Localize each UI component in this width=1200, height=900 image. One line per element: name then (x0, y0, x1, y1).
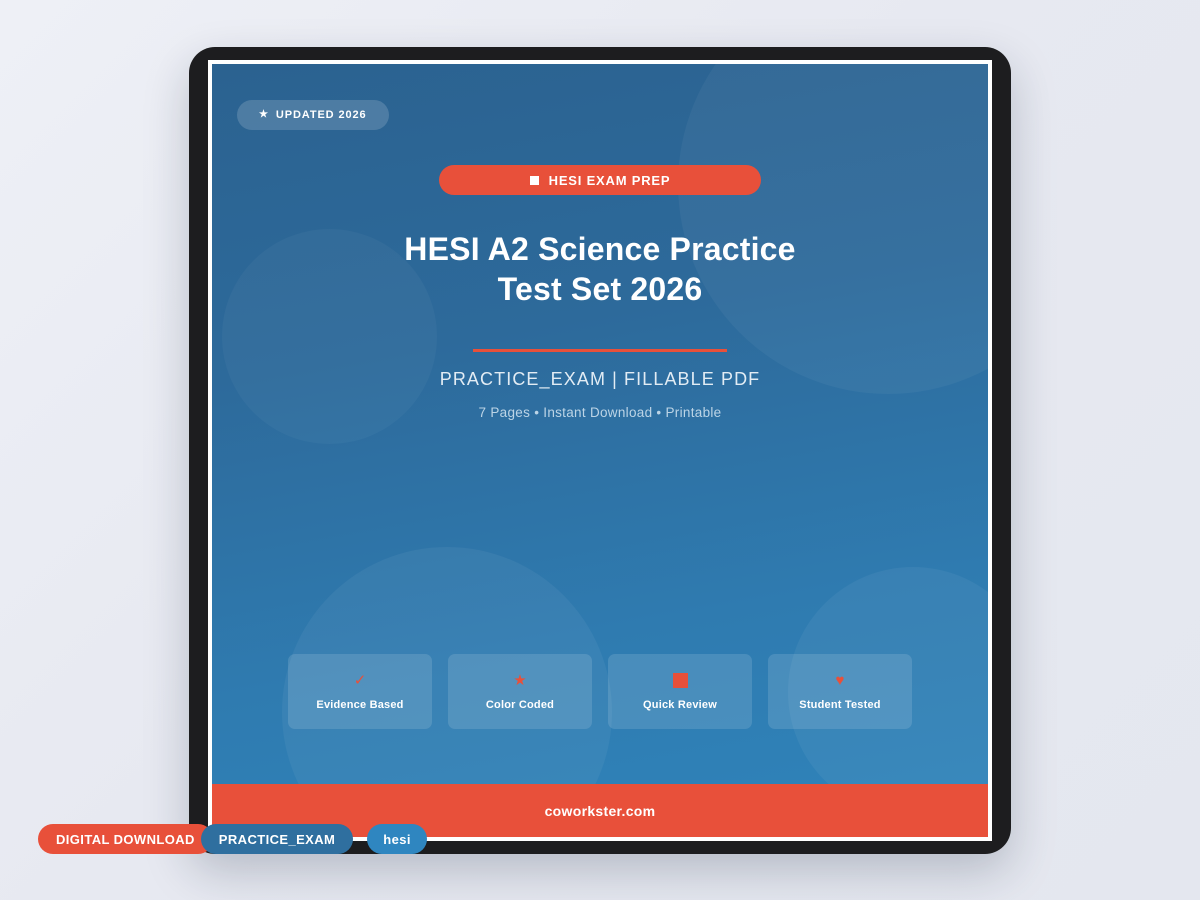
poster-subtitle: PRACTICE_EXAM | FILLABLE PDF (439, 369, 761, 389)
star-icon: ★ (259, 109, 269, 120)
check-icon: ✓ (353, 671, 367, 689)
heart-icon: ♥ (835, 671, 845, 689)
feature-card-student-tested (768, 654, 912, 729)
tag-hesi: hesi (367, 824, 427, 854)
poster-meta: 7 Pages • Instant Download • Printable (478, 405, 722, 420)
updated-badge (237, 100, 389, 130)
feature-card-quick-review (608, 654, 752, 729)
exam-prep-pill (439, 165, 761, 195)
exam-prep-label: HESI EXAM PREP (548, 172, 671, 188)
poster-title (212, 229, 988, 310)
poster-title-line1: HESI A2 Science Practice (404, 231, 796, 267)
tag-practice-exam: PRACTICE_EXAM (201, 824, 353, 854)
star-icon: ★ (513, 671, 527, 689)
feature-card-row (288, 654, 912, 729)
feature-label: Color Coded (485, 698, 555, 711)
square-icon (530, 176, 539, 185)
feature-card-color-coded (448, 654, 592, 729)
square-icon (673, 673, 688, 688)
poster-title-line2: Test Set 2026 (497, 271, 703, 308)
feature-label: Quick Review (643, 698, 717, 711)
feature-card-evidence-based (288, 654, 432, 729)
feature-label: Evidence Based (316, 698, 404, 711)
tag-digital-download: DIGITAL DOWNLOAD (38, 824, 213, 854)
updated-badge-label: UPDATED 2026 (275, 109, 367, 121)
title-divider (473, 349, 727, 352)
footer-website: coworkster.com (544, 802, 656, 819)
tag-row (38, 824, 427, 854)
poster-artwork (212, 64, 988, 837)
feature-label: Student Tested (799, 698, 881, 711)
